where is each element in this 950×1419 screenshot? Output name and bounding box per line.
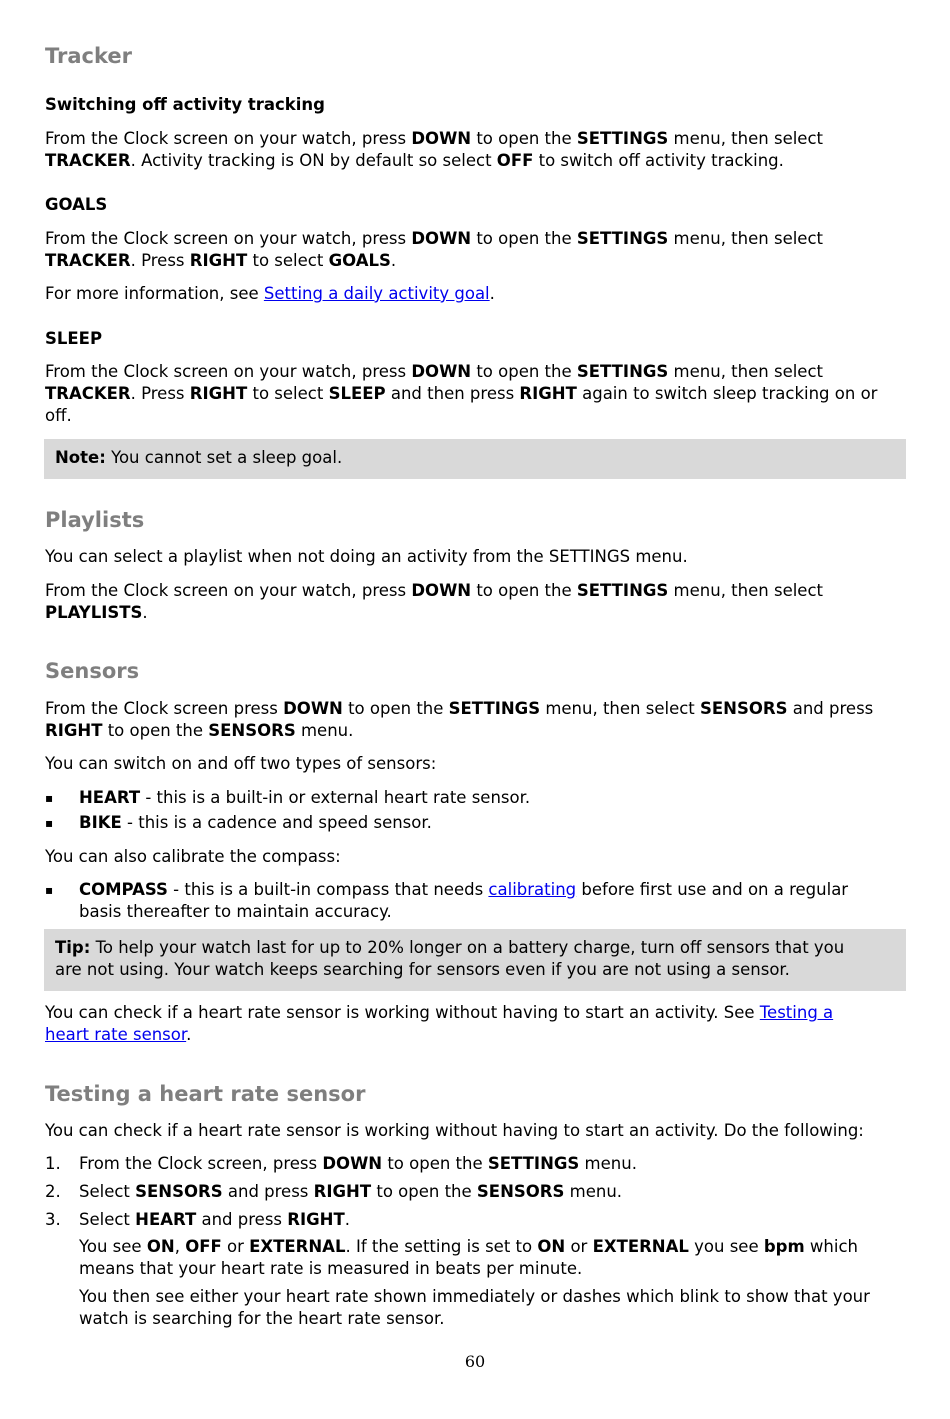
- bold-term: EXTERNAL: [249, 1237, 346, 1256]
- paragraph-sensors-1: From the Clock screen press DOWN to open the SETTINGS menu, then select SENSORS and press RIGHT to open the SENSORS menu.: [45, 699, 874, 740]
- bold-term: HEART: [135, 1210, 197, 1229]
- step-number: 3.: [45, 1210, 61, 1229]
- cross-reference-link[interactable]: Setting a daily activity goal: [263, 284, 490, 303]
- page-number: 60: [464, 1352, 486, 1371]
- tip-box: [44, 929, 906, 991]
- bold-term: SETTINGS: [576, 129, 669, 148]
- bold-term: RIGHT: [313, 1182, 372, 1201]
- note-text: Note: You cannot set a sleep goal.: [55, 448, 343, 467]
- bold-term: OFF: [496, 151, 534, 170]
- paragraph-switch-off: From the Clock screen on your watch, press DOWN to open the SETTINGS menu, then select TRACKER. Activity tracking is ON by default so select OFF to switch off activity tracking.: [45, 129, 823, 170]
- bold-term: BIKE: [79, 813, 122, 832]
- section-title-testing: Testing a heart rate sensor: [45, 1082, 366, 1106]
- section-title-sensors: Sensors: [45, 659, 140, 683]
- bold-term: SETTINGS: [448, 699, 541, 718]
- paragraph-goals: From the Clock screen on your watch, press DOWN to open the SETTINGS menu, then select TRACKER. Press RIGHT to select GOALS.: [45, 229, 823, 270]
- bold-term: SETTINGS: [576, 581, 669, 600]
- bold-term: SLEEP: [328, 384, 386, 403]
- step-number: 2.: [45, 1182, 61, 1201]
- bold-term: RIGHT: [189, 251, 248, 270]
- cross-reference-link[interactable]: Testing a: [759, 1003, 834, 1022]
- list-item-bike: BIKE - this is a cadence and speed sensor.: [79, 813, 432, 832]
- subheading-switch-off: Switching off activity tracking: [45, 95, 325, 114]
- list-item-compass: COMPASS - this is a built-in compass that needs calibrating before first use and on a regular basis thereafter to maintain accuracy.: [79, 880, 849, 921]
- step-3: Select HEART and press RIGHT.: [79, 1210, 350, 1229]
- step-2: Select SENSORS and press RIGHT to open the SENSORS menu.: [79, 1182, 623, 1201]
- paragraph-playlists-1: You can select a playlist when not doing an activity from the SETTINGS menu.: [45, 547, 688, 566]
- subheading-goals: GOALS: [45, 195, 108, 214]
- bold-term: ON: [146, 1237, 175, 1256]
- bullet-icon: ▪: [45, 816, 54, 830]
- bold-term: PLAYLISTS: [45, 603, 143, 622]
- bold-term: COMPASS: [79, 880, 168, 899]
- subheading-sleep: SLEEP: [45, 329, 103, 348]
- note-box: [44, 439, 906, 479]
- bullet-icon: ▪: [45, 883, 54, 897]
- bold-term: SENSORS: [476, 1182, 565, 1201]
- section-title-playlists: Playlists: [45, 508, 145, 532]
- bold-term: SETTINGS: [576, 229, 669, 248]
- paragraph-sensors-2: You can switch on and off two types of sensors:: [45, 754, 437, 773]
- bold-term: SETTINGS: [487, 1154, 580, 1173]
- step-3-detail-2: You then see either your heart rate shown immediately or dashes which blink to show that your watch is searching for the heart rate sensor.: [79, 1287, 870, 1328]
- bold-term: RIGHT: [189, 384, 248, 403]
- tip-text: Tip: To help your watch last for up to 20% longer on a battery charge, turn off sensors that you are not using. Your watch keeps searching for sensors even if you are not using a sensor.: [55, 938, 845, 979]
- step-number: 1.: [45, 1154, 61, 1173]
- bold-term: EXTERNAL: [592, 1237, 689, 1256]
- paragraph-testing-1: You can check if a heart rate sensor is working without having to start an activity. Do the following:: [45, 1121, 864, 1140]
- bold-term: RIGHT: [519, 384, 577, 403]
- bold-term: Note:: [55, 448, 106, 467]
- bold-term: bpm: [763, 1237, 805, 1256]
- list-item-heart: HEART - this is a built-in or external heart rate sensor.: [79, 788, 531, 807]
- paragraph-goals-more-info: For more information, see Setting a daily activity goal.: [45, 284, 495, 303]
- bold-term: RIGHT: [45, 721, 103, 740]
- paragraph-sleep: From the Clock screen on your watch, press DOWN to open the SETTINGS menu, then select TRACKER. Press RIGHT to select SLEEP and then press RIGHT again to switch sleep tracking on or off.: [45, 362, 878, 425]
- bold-term: DOWN: [411, 129, 472, 148]
- bold-term: SENSORS: [135, 1182, 223, 1201]
- bold-term: ON: [537, 1237, 566, 1256]
- bold-term: SENSORS: [208, 721, 296, 740]
- bold-term: DOWN: [322, 1154, 383, 1173]
- paragraph-sensors-3: You can also calibrate the compass:: [45, 847, 341, 866]
- bold-term: TRACKER: [45, 384, 131, 403]
- bold-term: TRACKER: [45, 251, 131, 270]
- bold-term: HEART: [79, 788, 141, 807]
- bold-term: DOWN: [411, 362, 472, 381]
- section-title-tracker: Tracker: [45, 44, 132, 68]
- bold-term: Tip:: [55, 938, 91, 957]
- bold-term: SENSORS: [700, 699, 788, 718]
- bold-term: SETTINGS: [576, 362, 669, 381]
- bold-term: DOWN: [411, 229, 472, 248]
- bold-term: DOWN: [411, 581, 472, 600]
- step-1: From the Clock screen, press DOWN to open the SETTINGS menu.: [79, 1154, 637, 1173]
- bold-term: OFF: [185, 1237, 222, 1256]
- bold-term: RIGHT: [287, 1210, 345, 1229]
- bold-term: DOWN: [283, 699, 343, 718]
- bullet-icon: ▪: [45, 791, 54, 805]
- paragraph-sensors-4: You can check if a heart rate sensor is working without having to start an activity. See Testing a heart rate sensor.: [45, 1003, 834, 1044]
- bold-term: GOALS: [328, 251, 391, 270]
- step-3-detail-1: You see ON, OFF or EXTERNAL. If the setting is set to ON or EXTERNAL you see bpm which means that your heart rate is measured in beats per minute.: [79, 1237, 858, 1278]
- cross-reference-link[interactable]: heart rate sensor: [45, 1025, 187, 1044]
- cross-reference-link[interactable]: calibrating: [488, 880, 577, 899]
- bold-term: TRACKER: [45, 151, 131, 170]
- paragraph-playlists-2: From the Clock screen on your watch, press DOWN to open the SETTINGS menu, then select PLAYLISTS.: [45, 581, 823, 622]
